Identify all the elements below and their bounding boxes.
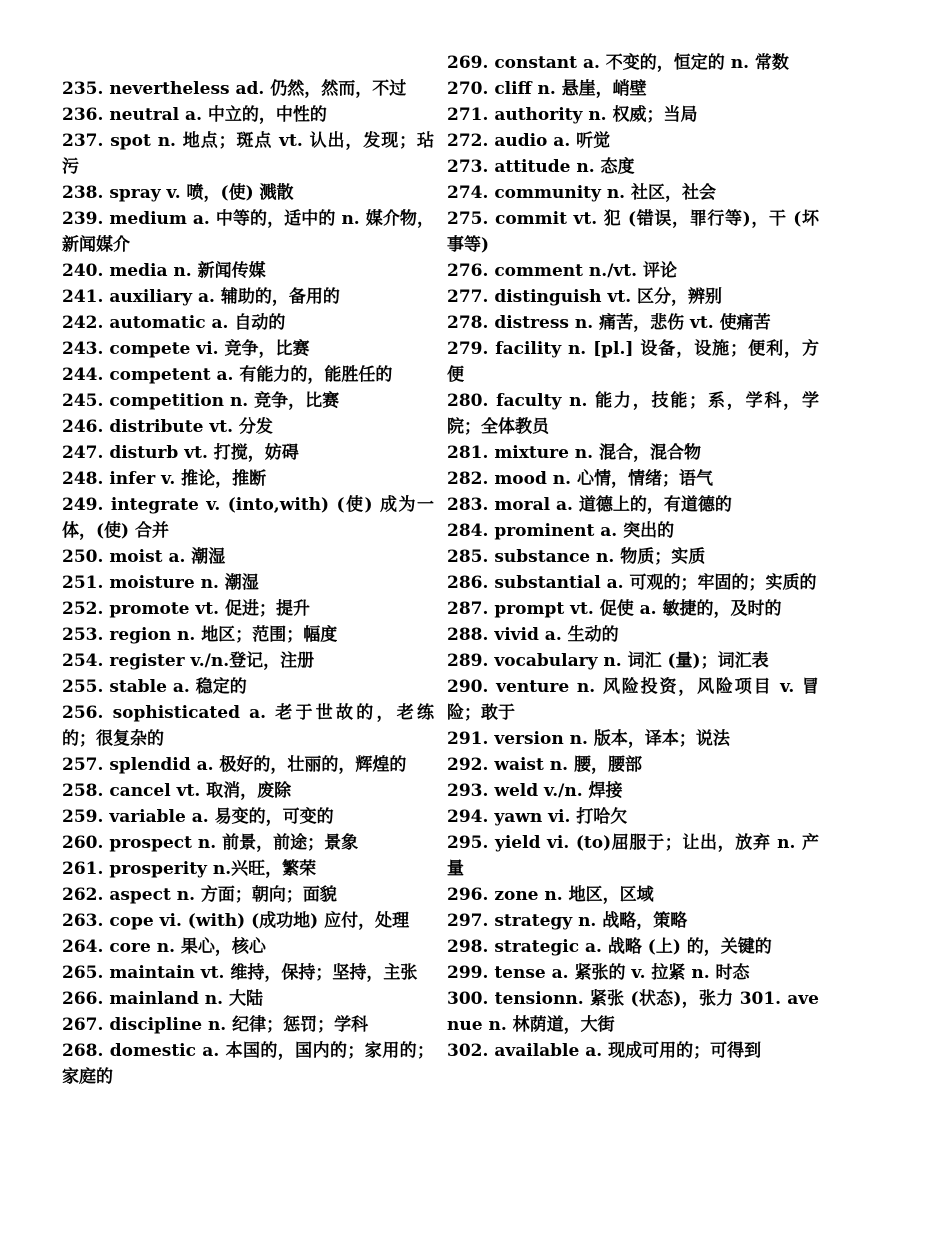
vocabulary-entry: 257. splendid a. 极好的，壮丽的，辉煌的: [62, 755, 407, 775]
vocabulary-entry: 272. audio a. 听觉: [447, 131, 611, 151]
vocabulary-entry: 292. waist n. 腰，腰部: [447, 755, 642, 775]
vocabulary-entry: 245. competition n. 竞争，比赛: [62, 391, 340, 411]
vocabulary-entry: 241. auxiliary a. 辅助的，备用的: [62, 287, 340, 307]
vocabulary-entry: 291. version n. 版本，译本；说法: [447, 729, 730, 749]
vocabulary-entry: 274. community n. 社区，社会: [447, 183, 717, 203]
vocabulary-entry: 242. automatic a. 自动的: [62, 313, 286, 333]
vocabulary-entry: 275. commit vt. 犯 (错误，罪行等)，干 (坏事等): [447, 209, 819, 255]
vocabulary-entry: 249. integrate v. (into,with) (使) 成为一体，(使) 合并: [62, 495, 434, 541]
vocabulary-entry: 273. attitude n. 态度: [447, 157, 635, 177]
vocabulary-entry: 294. yawn vi. 打哈欠: [447, 807, 628, 827]
vocabulary-entry: 300. tensionn. 紧张 (状态)，张力 301. avenue n. 林荫道，大街: [447, 989, 819, 1035]
vocabulary-entry: 278. distress n. 痛苦，悲伤 vt. 使痛苦: [447, 313, 771, 333]
vocabulary-entry: 269. constant a. 不变的，恒定的 n. 常数: [447, 53, 789, 73]
vocabulary-entry: 276. comment n./vt. 评论: [447, 261, 677, 281]
left-column: [62, 76, 434, 1090]
vocabulary-entry: 287. prompt vt. 促使 a. 敏捷的，及时的: [447, 599, 782, 619]
vocabulary-entry: 282. mood n. 心情，情绪；语气: [447, 469, 713, 489]
vocabulary-entry: 248. infer v. 推论，推断: [62, 469, 267, 489]
vocabulary-entry: 267. discipline n. 纪律；惩罚；学科: [62, 1015, 369, 1035]
vocabulary-entry: 260. prospect n. 前景，前途；景象: [62, 833, 359, 853]
vocabulary-entry: 243. compete vi. 竞争，比赛: [62, 339, 310, 359]
vocabulary-entry: 240. media n. 新闻传媒: [62, 261, 266, 281]
vocabulary-entry: 236. neutral a. 中立的，中性的: [62, 105, 327, 125]
vocabulary-entry: 298. strategic a. 战略 (上) 的，关键的: [447, 937, 772, 957]
vocabulary-entry: 246. distribute vt. 分发: [62, 417, 273, 437]
vocabulary-entry: 244. competent a. 有能力的，能胜任的: [62, 365, 393, 385]
vocabulary-entry: 254. register v./n.登记，注册: [62, 651, 315, 671]
vocabulary-entry: 237. spot n. 地点；斑点 vt. 认出，发现；玷污: [62, 131, 434, 177]
vocabulary-entry: 271. authority n. 权威；当局: [447, 105, 698, 125]
vocabulary-entry: 297. strategy n. 战略，策略: [447, 911, 688, 931]
vocabulary-entry: 283. moral a. 道德上的，有道德的: [447, 495, 732, 515]
vocabulary-entry: 255. stable a. 稳定的: [62, 677, 247, 697]
vocabulary-entry: 262. aspect n. 方面；朝向；面貌: [62, 885, 337, 905]
vocabulary-entry: 265. maintain vt. 维持，保持；坚持，主张: [62, 963, 418, 983]
vocabulary-entry: 253. region n. 地区；范围；幅度: [62, 625, 338, 645]
vocabulary-entry: 302. available a. 现成可用的；可得到: [447, 1041, 762, 1061]
vocabulary-entry: 284. prominent a. 突出的: [447, 521, 675, 541]
vocabulary-entry: 268. domestic a. 本国的，国内的；家用的；家庭的: [62, 1041, 434, 1087]
vocabulary-entry: 261. prosperity n.兴旺，繁荣: [62, 859, 317, 879]
vocabulary-entry: 295. yield vi. (to)屈服于；让出，放弃 n. 产量: [447, 833, 819, 879]
vocabulary-entry: 299. tense a. 紧张的 v. 拉紧 n. 时态: [447, 963, 750, 983]
vocabulary-entry: 277. distinguish vt. 区分，辨别: [447, 287, 723, 307]
right-column: [447, 50, 819, 1064]
vocabulary-entry: 289. vocabulary n. 词汇 (量)；词汇表: [447, 651, 769, 671]
vocabulary-entry: 247. disturb vt. 打搅，妨碍: [62, 443, 299, 463]
vocabulary-entry: 263. cope vi. (with) (成功地) 应付，处理: [62, 911, 410, 931]
vocabulary-entry: 280. faculty n. 能力，技能；系，学科，学院；全体教员: [447, 391, 819, 437]
vocabulary-entry: 279. facility n. [pl.] 设备，设施；便利，方便: [447, 339, 819, 385]
vocabulary-entry: 256. sophisticated a. 老于世故的，老练的；很复杂的: [62, 703, 434, 749]
vocabulary-entry: 293. weld v./n. 焊接: [447, 781, 623, 801]
vocabulary-entry: 264. core n. 果心，核心: [62, 937, 266, 957]
vocabulary-entry: 251. moisture n. 潮湿: [62, 573, 259, 593]
vocabulary-entry: 281. mixture n. 混合，混合物: [447, 443, 702, 463]
vocabulary-entry: 270. cliff n. 悬崖，峭壁: [447, 79, 647, 99]
vocabulary-entry: 285. substance n. 物质；实质: [447, 547, 706, 567]
vocabulary-entry: 290. venture n. 风险投资，风险项目 v. 冒险；敢于: [447, 677, 819, 723]
vocabulary-entry: 239. medium a. 中等的，适中的 n. 媒介物，新闻媒介: [62, 209, 434, 255]
vocabulary-entry: 286. substantial a. 可观的；牢固的；实质的: [447, 573, 817, 593]
vocabulary-entry: 258. cancel vt. 取消，废除: [62, 781, 292, 801]
vocabulary-entry: 238. spray v. 喷，(使) 溅散: [62, 183, 294, 203]
vocabulary-entry: 235. nevertheless ad. 仍然，然而，不过: [62, 79, 407, 99]
vocabulary-entry: 266. mainland n. 大陆: [62, 989, 263, 1009]
vocabulary-entry: 296. zone n. 地区，区域: [447, 885, 654, 905]
vocabulary-entry: 250. moist a. 潮湿: [62, 547, 226, 567]
vocabulary-entry: 259. variable a. 易变的，可变的: [62, 807, 334, 827]
vocabulary-entry: 252. promote vt. 促进；提升: [62, 599, 310, 619]
vocabulary-entry: 288. vivid a. 生动的: [447, 625, 619, 645]
